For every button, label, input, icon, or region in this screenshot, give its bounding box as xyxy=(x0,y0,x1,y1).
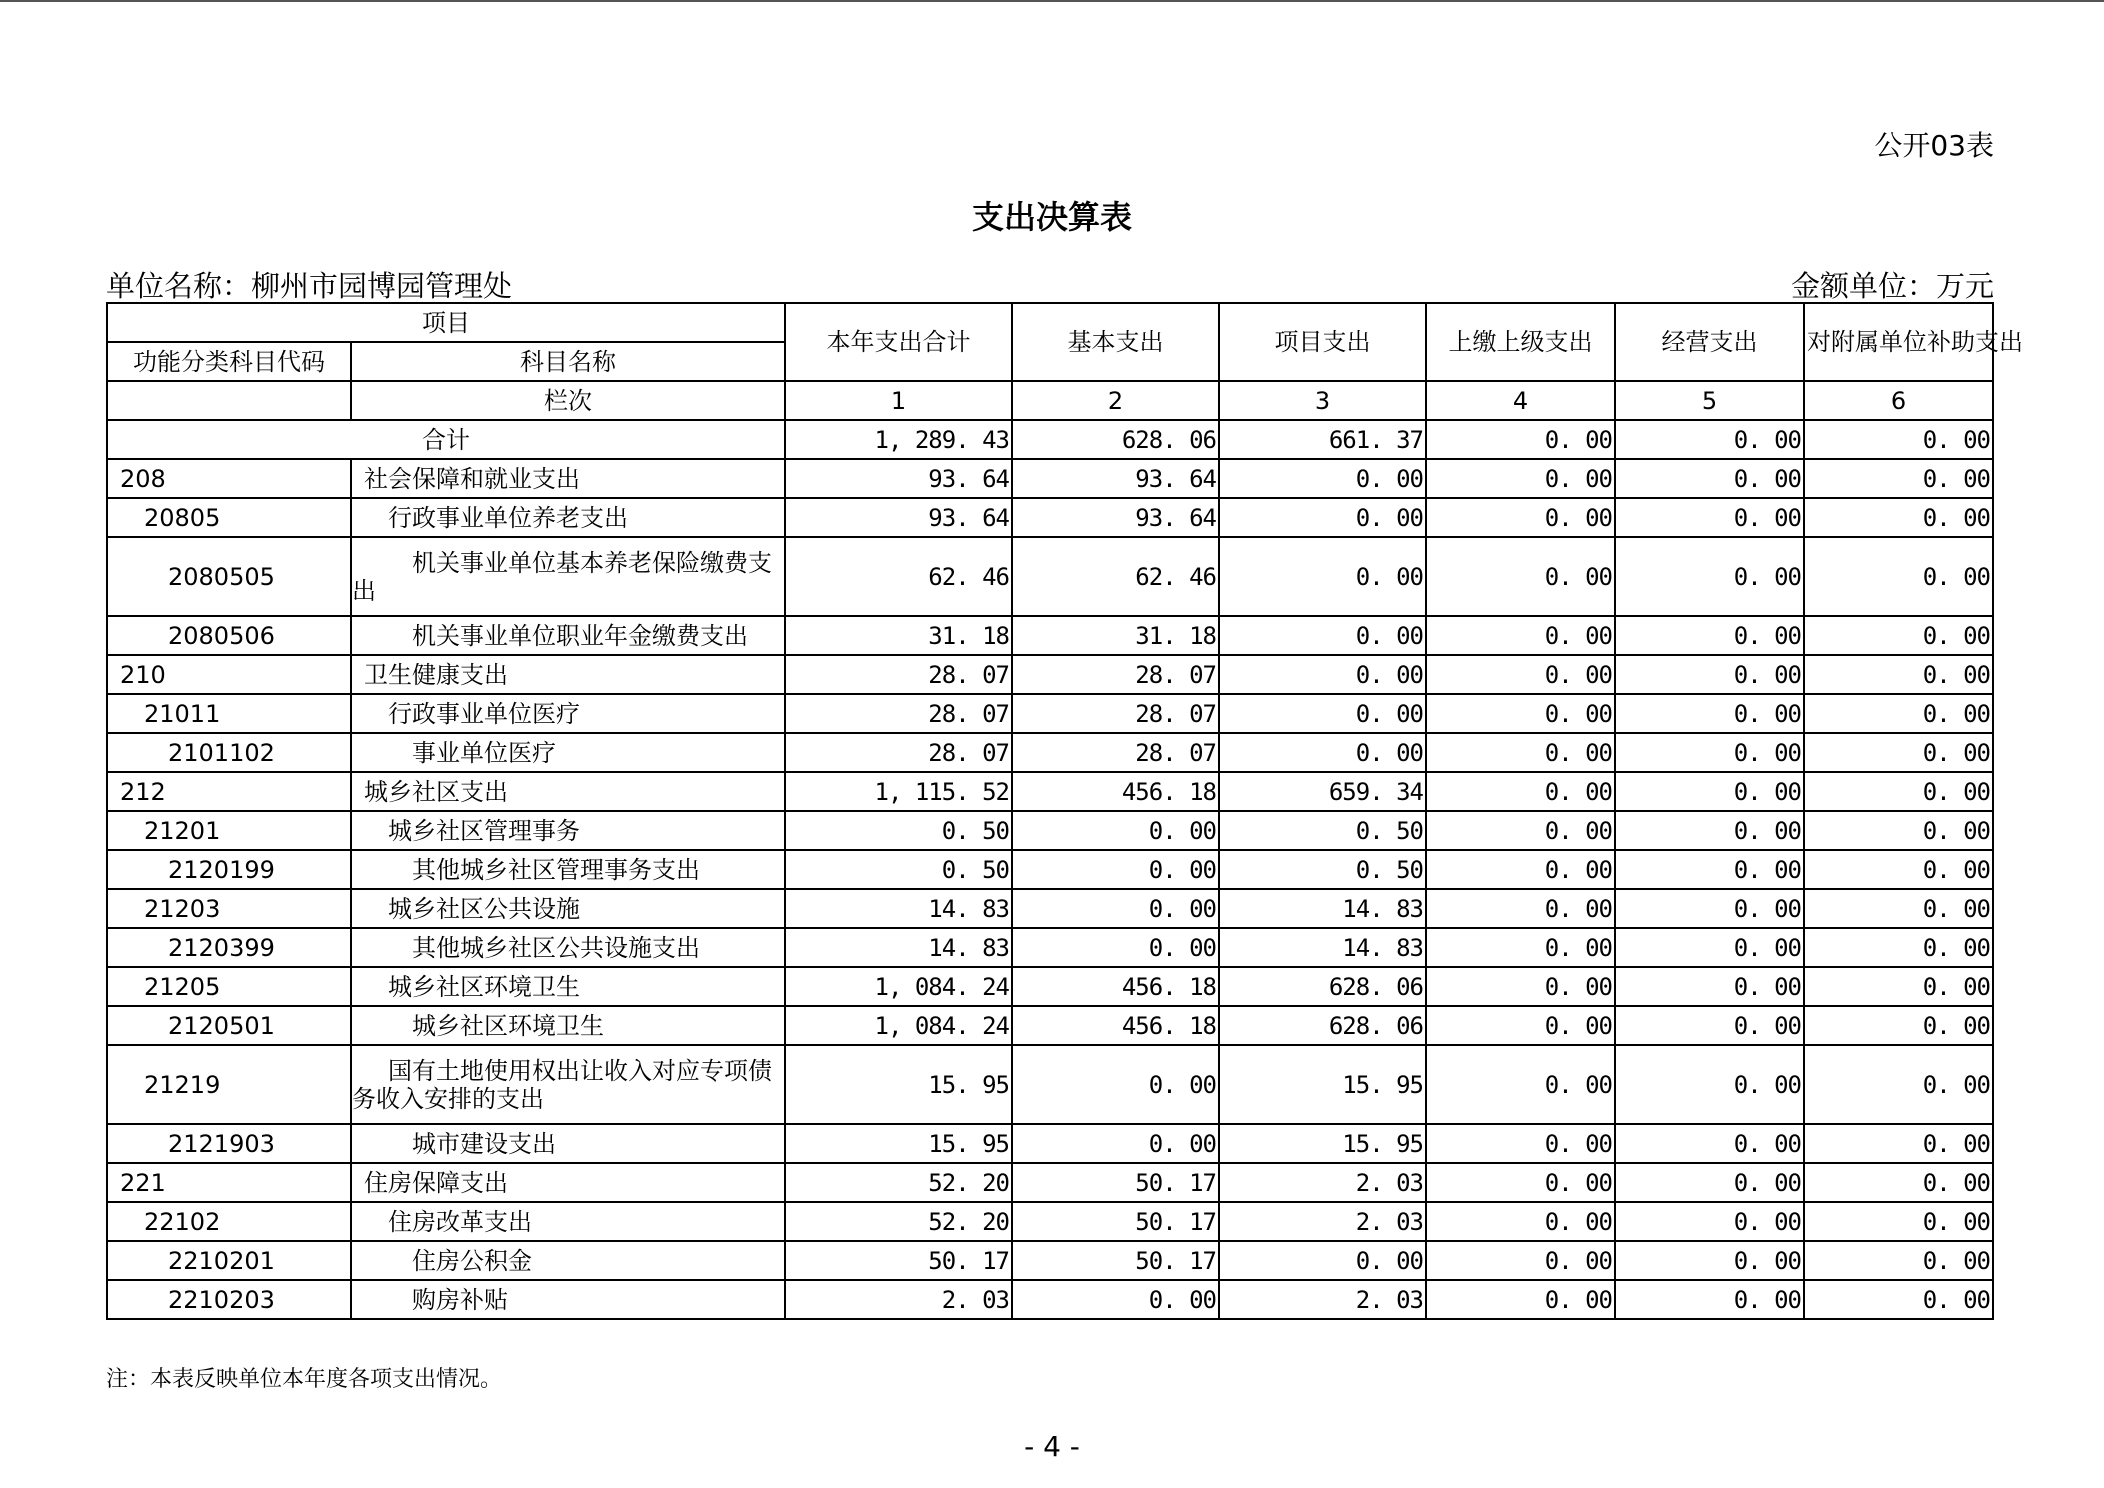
row-value: 0. 00 xyxy=(1219,616,1426,655)
row-code: 212 xyxy=(107,772,351,811)
row-value: 0. 00 xyxy=(1804,1006,1993,1045)
table-row xyxy=(107,1202,1993,1241)
row-value: 0. 00 xyxy=(1426,1202,1615,1241)
row-value: 0. 00 xyxy=(1615,1202,1804,1241)
top-border-line xyxy=(0,0,2104,2)
row-code: 208 xyxy=(107,459,351,498)
row-value: 0. 00 xyxy=(1615,1241,1804,1280)
row-value: 0. 00 xyxy=(1426,616,1615,655)
table-row xyxy=(107,889,1993,928)
header-subsidy: 对附属单位补助支出 xyxy=(1804,303,1993,381)
row-value: 15. 95 xyxy=(785,1124,1012,1163)
row-value: 0. 00 xyxy=(1804,498,1993,537)
row-code: 210 xyxy=(107,655,351,694)
row-value: 0. 00 xyxy=(1219,1241,1426,1280)
row-code: 2210201 xyxy=(107,1241,351,1280)
row-value: 14. 83 xyxy=(1219,889,1426,928)
row-value: 0. 00 xyxy=(1012,928,1219,967)
row-value: 15. 95 xyxy=(1219,1124,1426,1163)
row-name: 城市建设支出 xyxy=(351,1124,785,1163)
expenditure-table xyxy=(106,302,2023,1320)
row-value: 31. 18 xyxy=(785,616,1012,655)
row-value: 659. 34 xyxy=(1219,772,1426,811)
total-value: 628. 06 xyxy=(1012,420,1219,459)
row-value: 2. 03 xyxy=(785,1280,1012,1319)
row-value: 0. 00 xyxy=(1804,655,1993,694)
header-total: 本年支出合计 xyxy=(785,303,1012,381)
row-value: 0. 00 xyxy=(1804,1241,1993,1280)
table-row xyxy=(107,811,1993,850)
row-name: 行政事业单位医疗 xyxy=(351,694,785,733)
row-value: 0. 00 xyxy=(1219,459,1426,498)
row-value: 0. 00 xyxy=(1804,967,1993,1006)
row-value: 456. 18 xyxy=(1012,967,1219,1006)
row-value: 0. 00 xyxy=(1804,733,1993,772)
row-value: 14. 83 xyxy=(785,889,1012,928)
row-value: 0. 00 xyxy=(1012,850,1219,889)
table-row xyxy=(107,498,1993,537)
page-title: 支出决算表 xyxy=(971,198,1132,236)
row-value: 0. 00 xyxy=(1615,655,1804,694)
row-name: 住房保障支出 xyxy=(351,1163,785,1202)
table-row xyxy=(107,1280,1993,1319)
row-code: 2080506 xyxy=(107,616,351,655)
row-value: 0. 00 xyxy=(1012,889,1219,928)
row-value: 0. 00 xyxy=(1426,694,1615,733)
row-value: 62. 46 xyxy=(785,537,1012,616)
row-value: 0. 50 xyxy=(1219,811,1426,850)
header-basic: 基本支出 xyxy=(1012,303,1219,381)
row-value: 1, 084. 24 xyxy=(785,967,1012,1006)
row-value: 2. 03 xyxy=(1219,1202,1426,1241)
row-value: 0. 00 xyxy=(1615,733,1804,772)
row-value: 0. 00 xyxy=(1804,928,1993,967)
row-value: 0. 00 xyxy=(1426,850,1615,889)
total-value: 0. 00 xyxy=(1804,420,1993,459)
header-upper: 上缴上级支出 xyxy=(1426,303,1615,381)
row-value: 456. 18 xyxy=(1012,1006,1219,1045)
row-value: 62. 46 xyxy=(1012,537,1219,616)
page-number: - 4 - xyxy=(1024,1430,1080,1463)
row-name xyxy=(351,1045,785,1124)
row-value: 0. 00 xyxy=(1012,1280,1219,1319)
row-value: 0. 50 xyxy=(785,850,1012,889)
row-name: 城乡社区支出 xyxy=(351,772,785,811)
col-num: 3 xyxy=(1219,381,1426,420)
row-value: 0. 00 xyxy=(1426,537,1615,616)
table-row xyxy=(107,967,1993,1006)
row-code: 21203 xyxy=(107,889,351,928)
row-value: 0. 00 xyxy=(1804,889,1993,928)
row-value: 93. 64 xyxy=(785,498,1012,537)
header-blank-cell xyxy=(107,381,351,420)
row-value: 0. 00 xyxy=(1426,1045,1615,1124)
row-value: 0. 50 xyxy=(1219,850,1426,889)
row-name: 购房补贴 xyxy=(351,1280,785,1319)
row-value: 628. 06 xyxy=(1219,967,1426,1006)
row-value: 0. 00 xyxy=(1615,537,1804,616)
row-name: 城乡社区公共设施 xyxy=(351,889,785,928)
row-code: 21201 xyxy=(107,811,351,850)
row-code: 2080505 xyxy=(107,537,351,616)
table-row xyxy=(107,772,1993,811)
header-code: 功能分类科目代码 xyxy=(107,342,351,381)
row-name-text: 机关事业单位基本养老保险缴费支出 xyxy=(352,548,772,605)
row-value: 15. 95 xyxy=(1219,1045,1426,1124)
row-value: 0. 00 xyxy=(1804,1124,1993,1163)
row-value: 1, 084. 24 xyxy=(785,1006,1012,1045)
col-num: 2 xyxy=(1012,381,1219,420)
table-row xyxy=(107,655,1993,694)
row-value: 0. 00 xyxy=(1615,498,1804,537)
row-value: 52. 20 xyxy=(785,1202,1012,1241)
row-code: 21205 xyxy=(107,967,351,1006)
table-row xyxy=(107,928,1993,967)
table-note: 注：本表反映单位本年度各项支出情况。 xyxy=(106,1367,503,1392)
header-item: 项目 xyxy=(107,303,785,342)
row-code: 22102 xyxy=(107,1202,351,1241)
row-value: 0. 00 xyxy=(1804,811,1993,850)
row-value: 0. 00 xyxy=(1804,694,1993,733)
row-value: 0. 00 xyxy=(1012,1124,1219,1163)
row-name: 社会保障和就业支出 xyxy=(351,459,785,498)
row-name: 城乡社区管理事务 xyxy=(351,811,785,850)
row-code: 20805 xyxy=(107,498,351,537)
row-value: 50. 17 xyxy=(1012,1202,1219,1241)
table-row xyxy=(107,537,1993,616)
row-value: 15. 95 xyxy=(785,1045,1012,1124)
row-name: 事业单位医疗 xyxy=(351,733,785,772)
row-value: 93. 64 xyxy=(785,459,1012,498)
col-num: 5 xyxy=(1615,381,1804,420)
row-code: 2121903 xyxy=(107,1124,351,1163)
row-value: 0. 00 xyxy=(1804,1280,1993,1319)
row-name: 住房改革支出 xyxy=(351,1202,785,1241)
row-value: 0. 00 xyxy=(1426,772,1615,811)
row-value: 28. 07 xyxy=(785,733,1012,772)
row-value: 0. 00 xyxy=(1804,850,1993,889)
row-value: 0. 00 xyxy=(1219,655,1426,694)
table-row xyxy=(107,459,1993,498)
row-name: 其他城乡社区公共设施支出 xyxy=(351,928,785,967)
table-row xyxy=(107,616,1993,655)
row-value: 93. 64 xyxy=(1012,459,1219,498)
row-value: 0. 00 xyxy=(1615,811,1804,850)
row-name: 住房公积金 xyxy=(351,1241,785,1280)
row-value: 0. 00 xyxy=(1426,928,1615,967)
row-value: 0. 00 xyxy=(1804,1045,1993,1124)
row-value: 0. 00 xyxy=(1426,1163,1615,1202)
row-code: 2210203 xyxy=(107,1280,351,1319)
row-name-text: 国有土地使用权出让收入对应专项债务收入安排的支出 xyxy=(352,1056,772,1113)
row-value: 28. 07 xyxy=(785,655,1012,694)
row-value: 50. 17 xyxy=(1012,1163,1219,1202)
row-value: 93. 64 xyxy=(1012,498,1219,537)
row-value: 0. 00 xyxy=(1615,1045,1804,1124)
row-value: 0. 00 xyxy=(1219,498,1426,537)
row-value: 0. 00 xyxy=(1426,1241,1615,1280)
row-value: 0. 00 xyxy=(1219,733,1426,772)
form-number: 公开03表 xyxy=(1874,129,1994,162)
row-value: 0. 00 xyxy=(1804,616,1993,655)
row-value: 0. 00 xyxy=(1615,1280,1804,1319)
col-num: 6 xyxy=(1804,381,1993,420)
row-value: 0. 00 xyxy=(1615,1006,1804,1045)
row-value: 0. 00 xyxy=(1426,1006,1615,1045)
row-value: 628. 06 xyxy=(1219,1006,1426,1045)
total-value: 661. 37 xyxy=(1219,420,1426,459)
row-value: 14. 83 xyxy=(1219,928,1426,967)
row-value: 0. 00 xyxy=(1804,537,1993,616)
header-business: 经营支出 xyxy=(1615,303,1804,381)
row-value: 0. 00 xyxy=(1615,694,1804,733)
row-name: 城乡社区环境卫生 xyxy=(351,967,785,1006)
header-row-label: 栏次 xyxy=(351,381,785,420)
row-value: 28. 07 xyxy=(1012,655,1219,694)
amount-unit: 金额单位：万元 xyxy=(1790,269,1994,303)
total-value: 1, 289. 43 xyxy=(785,420,1012,459)
row-value: 0. 00 xyxy=(1804,459,1993,498)
row-name xyxy=(351,537,785,616)
row-value: 0. 00 xyxy=(1615,1163,1804,1202)
col-num: 1 xyxy=(785,381,1012,420)
table-row xyxy=(107,850,1993,889)
row-value: 0. 00 xyxy=(1219,694,1426,733)
row-code: 2120501 xyxy=(107,1006,351,1045)
row-name: 卫生健康支出 xyxy=(351,655,785,694)
row-code: 2120199 xyxy=(107,850,351,889)
row-value: 0. 00 xyxy=(1804,1202,1993,1241)
row-value: 0. 00 xyxy=(1012,1045,1219,1124)
row-value: 2. 03 xyxy=(1219,1280,1426,1319)
table-row xyxy=(107,1006,1993,1045)
unit-name: 单位名称：柳州市园博园管理处 xyxy=(106,269,513,303)
row-value: 0. 00 xyxy=(1615,772,1804,811)
row-code: 21219 xyxy=(107,1045,351,1124)
row-name: 城乡社区环境卫生 xyxy=(351,1006,785,1045)
row-value: 50. 17 xyxy=(1012,1241,1219,1280)
total-row xyxy=(107,420,1993,459)
col-num: 4 xyxy=(1426,381,1615,420)
row-value: 0. 00 xyxy=(1426,1280,1615,1319)
row-value: 28. 07 xyxy=(785,694,1012,733)
row-value: 0. 00 xyxy=(1804,772,1993,811)
row-value: 52. 20 xyxy=(785,1163,1012,1202)
row-value: 2. 03 xyxy=(1219,1163,1426,1202)
table-row xyxy=(107,733,1993,772)
row-value: 0. 00 xyxy=(1615,967,1804,1006)
row-code: 2120399 xyxy=(107,928,351,967)
row-value: 0. 00 xyxy=(1426,733,1615,772)
row-value: 14. 83 xyxy=(785,928,1012,967)
row-value: 0. 50 xyxy=(785,811,1012,850)
row-name: 机关事业单位职业年金缴费支出 xyxy=(351,616,785,655)
table-row xyxy=(107,1124,1993,1163)
row-value: 0. 00 xyxy=(1615,889,1804,928)
row-value: 0. 00 xyxy=(1426,889,1615,928)
row-value: 0. 00 xyxy=(1426,1124,1615,1163)
row-value: 0. 00 xyxy=(1426,655,1615,694)
row-code: 21011 xyxy=(107,694,351,733)
row-value: 0. 00 xyxy=(1426,459,1615,498)
total-value: 0. 00 xyxy=(1615,420,1804,459)
row-value: 28. 07 xyxy=(1012,694,1219,733)
total-value: 0. 00 xyxy=(1426,420,1615,459)
table-row xyxy=(107,1045,1993,1124)
row-value: 0. 00 xyxy=(1615,459,1804,498)
table-row xyxy=(107,1241,1993,1280)
row-value: 0. 00 xyxy=(1012,811,1219,850)
header-name: 科目名称 xyxy=(351,342,785,381)
row-name: 其他城乡社区管理事务支出 xyxy=(351,850,785,889)
row-name: 行政事业单位养老支出 xyxy=(351,498,785,537)
row-value: 0. 00 xyxy=(1615,616,1804,655)
row-value: 0. 00 xyxy=(1219,537,1426,616)
table-row xyxy=(107,1163,1993,1202)
row-value: 28. 07 xyxy=(1012,733,1219,772)
header-project: 项目支出 xyxy=(1219,303,1426,381)
row-value: 31. 18 xyxy=(1012,616,1219,655)
row-value: 0. 00 xyxy=(1615,850,1804,889)
row-value: 456. 18 xyxy=(1012,772,1219,811)
total-label: 合计 xyxy=(107,420,785,459)
row-code: 221 xyxy=(107,1163,351,1202)
row-value: 0. 00 xyxy=(1615,1124,1804,1163)
row-value: 0. 00 xyxy=(1426,967,1615,1006)
row-value: 0. 00 xyxy=(1804,1163,1993,1202)
row-value: 1, 115. 52 xyxy=(785,772,1012,811)
row-value: 0. 00 xyxy=(1426,811,1615,850)
row-value: 0. 00 xyxy=(1426,498,1615,537)
row-value: 0. 00 xyxy=(1615,928,1804,967)
table-row xyxy=(107,694,1993,733)
row-value: 50. 17 xyxy=(785,1241,1012,1280)
row-code: 2101102 xyxy=(107,733,351,772)
